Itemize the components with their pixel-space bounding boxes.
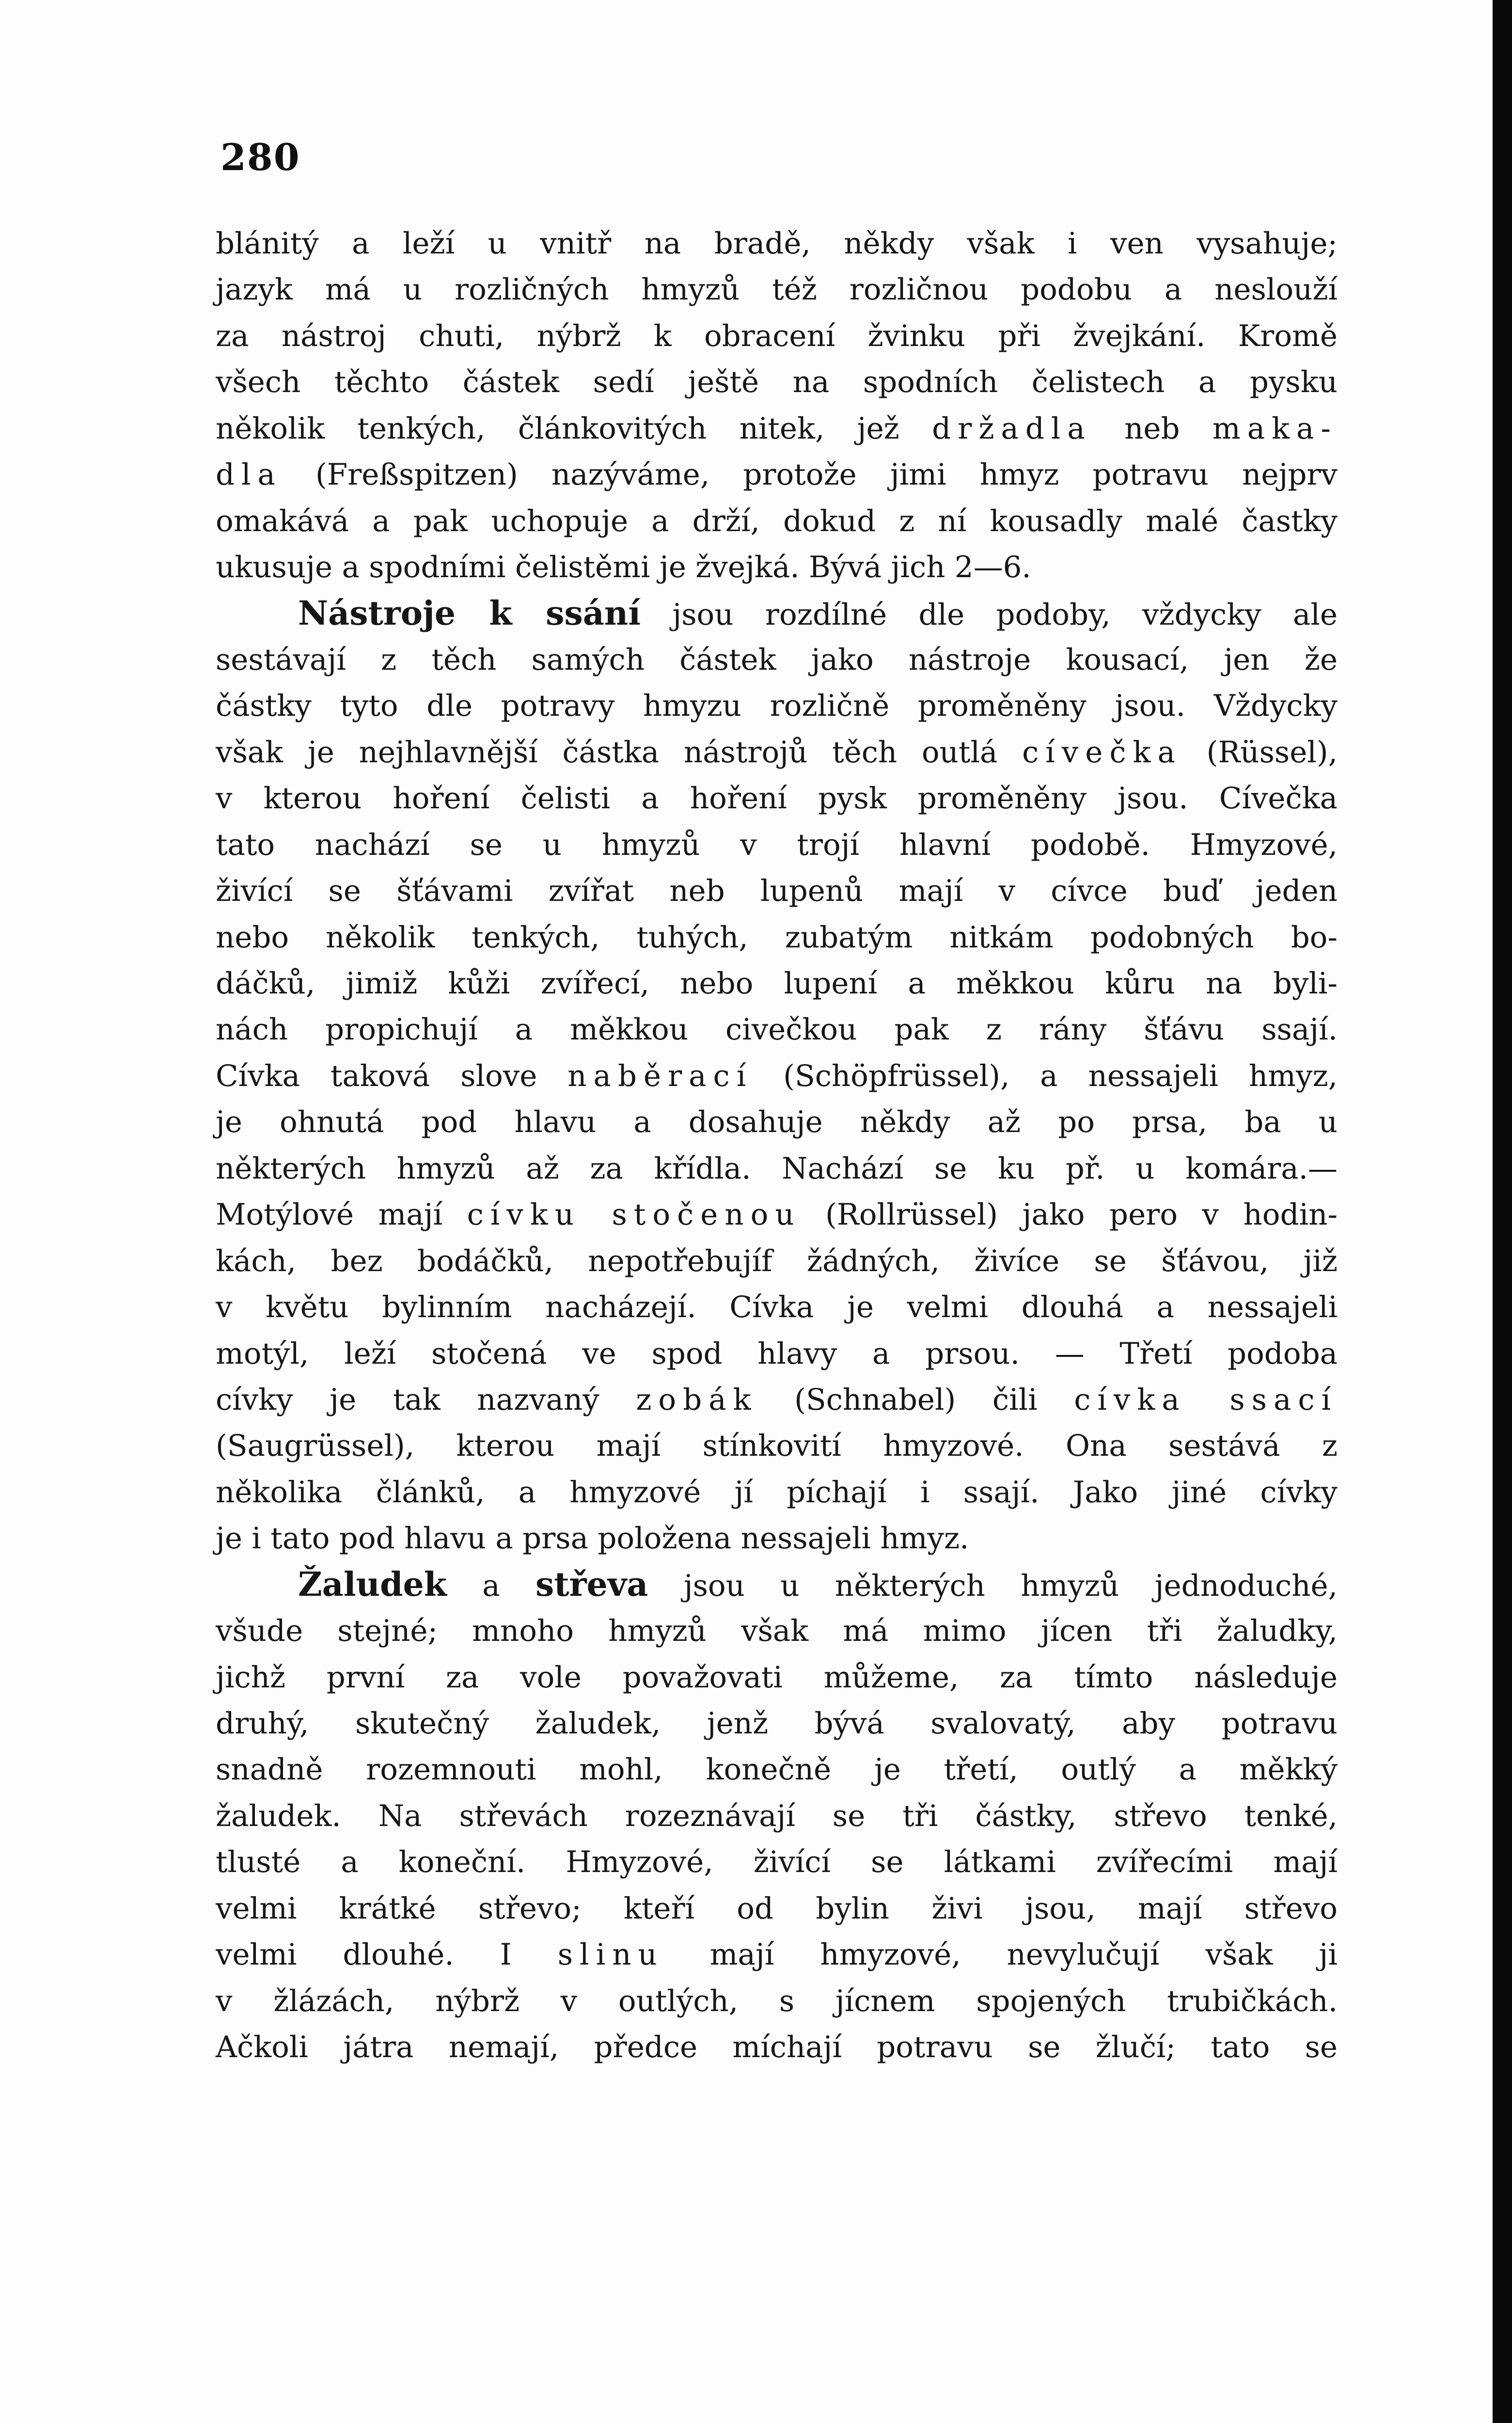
text-run: tlusté a koneční. Hmyzové, živící se látkami zvířecími mají bbox=[216, 1845, 1338, 1880]
text-line bbox=[216, 1886, 1338, 1932]
text-line bbox=[216, 359, 1338, 405]
text-run: (Schöpfrüssel), a nessajeli hmyz, bbox=[753, 1058, 1338, 1093]
text-run: Cívka taková slove bbox=[216, 1058, 568, 1093]
text-run: (Rollrüssel) jako pero v hodin- bbox=[801, 1197, 1338, 1232]
text-run: cívky je tak nazvaný bbox=[216, 1382, 636, 1417]
text-line bbox=[216, 1053, 1338, 1099]
text-line bbox=[216, 1562, 1338, 1608]
text-line bbox=[216, 1608, 1338, 1654]
text-line bbox=[216, 1654, 1338, 1700]
text-line bbox=[216, 406, 1338, 452]
text-run: kách, bez bodáčků, nepotřebujíf žádných, živíce se šťávou, již bbox=[216, 1243, 1338, 1278]
text-run: (Schnabel) čili bbox=[757, 1382, 1074, 1417]
spaced-term: dla bbox=[216, 457, 282, 492]
text-run: ukusuje a spodními čelistěmi je žvejká. Bývá jich 2—6. bbox=[216, 550, 1031, 585]
text-run: velmi dlouhé. I bbox=[216, 1937, 558, 1972]
text-line bbox=[216, 1192, 1338, 1238]
text-line bbox=[216, 1146, 1338, 1192]
spaced-term: cívka ssací bbox=[1074, 1382, 1338, 1417]
text-line bbox=[216, 220, 1338, 267]
text-line bbox=[216, 1284, 1338, 1330]
text-run: některých hmyzů až za křídla. Nachází se ku př. u komára.— bbox=[216, 1151, 1338, 1186]
text-run: živící se šťávami zvířat neb lupenů mají v cívce buď jeden bbox=[216, 874, 1338, 909]
bold-term: Žaludek bbox=[298, 1565, 447, 1604]
text-run: Ačkoli játra nemají, předce míchají potravu se žlučí; tato se bbox=[216, 2030, 1338, 2065]
text-line bbox=[216, 1007, 1338, 1053]
text-line bbox=[216, 1839, 1338, 1885]
text-line bbox=[216, 1377, 1338, 1423]
text-run: (Freßspitzen) nazýváme, protože jimi hmyz potravu nejprv bbox=[282, 457, 1338, 492]
text-run: všech těchto částek sedí ještě na spodních čelistech a pysku bbox=[216, 365, 1338, 400]
text-line bbox=[216, 637, 1338, 683]
spaced-term: zobák bbox=[636, 1382, 758, 1417]
text-run: blánitý a leží u vnitř na bradě, někdy však i ven vysahuje; bbox=[216, 226, 1338, 261]
text-run: částky tyto dle potravy hmyzu rozličně proměněny jsou. Vždycky bbox=[216, 689, 1338, 724]
text-run: všude stejné; mnoho hmyzů však má mimo jícen tři žaludky, bbox=[216, 1614, 1338, 1649]
text-line bbox=[216, 1331, 1338, 1377]
text-run: druhý, skutečný žaludek, jenž bývá svalovatý, aby potravu bbox=[216, 1706, 1338, 1741]
text-line bbox=[216, 1238, 1338, 1284]
text-line bbox=[216, 914, 1338, 960]
text-line bbox=[216, 452, 1338, 498]
text-line bbox=[216, 1469, 1338, 1515]
text-line bbox=[216, 267, 1338, 313]
text-run: nebo několik tenkých, tuhých, zubatým nitkám podobných bo- bbox=[216, 920, 1338, 955]
text-run: snadně rozemnouti mohl, konečně je třetí, outlý a měkký bbox=[216, 1752, 1338, 1787]
text-run: sestávají z těch samých částek jako nástroje kousací, jen že bbox=[216, 642, 1338, 677]
text-run: nách propichují a měkkou civečkou pak z rány šťávu ssají. bbox=[216, 1012, 1338, 1047]
text-line bbox=[216, 313, 1338, 359]
bold-term: střeva bbox=[535, 1565, 648, 1604]
text-run: velmi krátké střevo; kteří od bylin živi jsou, mají střevo bbox=[216, 1891, 1338, 1926]
text-line bbox=[216, 1978, 1338, 2024]
text-run: dáčků, jimiž kůži zvířecí, nebo lupení a měkkou kůru na byli- bbox=[216, 966, 1338, 1001]
spaced-term: maka- bbox=[1212, 411, 1338, 446]
text-run: však je nejhlavnější částka nástrojů těch outlá bbox=[216, 735, 1023, 770]
text-line bbox=[216, 1700, 1338, 1746]
text-line bbox=[216, 1099, 1338, 1145]
text-line bbox=[216, 960, 1338, 1007]
spaced-term: držadla bbox=[932, 411, 1092, 446]
bold-term: Nástroje k ssání bbox=[298, 594, 641, 633]
text-run: jichž první za vole považovati můžeme, za tímto následuje bbox=[216, 1660, 1338, 1695]
spaced-term: cívku stočenou bbox=[467, 1197, 801, 1232]
text-run: v kterou hoření čelisti a hoření pysk proměněny jsou. Cívečka bbox=[216, 781, 1338, 816]
text-line bbox=[216, 1932, 1338, 1978]
text-run: je ohnutá pod hlavu a dosahuje někdy až po prsa, ba u bbox=[216, 1105, 1338, 1140]
text-run: v žlázách, nýbrž v outlých, s jícnem spojených trubičkách. bbox=[216, 1983, 1338, 2018]
text-line bbox=[216, 544, 1338, 590]
text-run: několik tenkých, článkovitých nitek, jež bbox=[216, 411, 932, 446]
text-line bbox=[216, 498, 1338, 544]
spaced-term: naběrací bbox=[567, 1058, 753, 1093]
text-run: je i tato pod hlavu a prsa položena nessajeli hmyz. bbox=[216, 1521, 969, 1556]
text-line bbox=[216, 868, 1338, 914]
text-line bbox=[216, 1423, 1338, 1469]
text-run: žaludek. Na střevách rozeznávají se tři částky, střevo tenké, bbox=[216, 1798, 1338, 1833]
text-line bbox=[216, 1515, 1338, 1561]
text-run: neb bbox=[1091, 411, 1213, 446]
text-run: jsou rozdílné dle podoby, vždycky ale bbox=[641, 597, 1338, 632]
text-line bbox=[216, 729, 1338, 775]
text-line bbox=[216, 591, 1338, 637]
text-line bbox=[216, 1746, 1338, 1793]
text-run: (Saugrüssel), kterou mají stínkovití hmyzové. Ona sestává z bbox=[216, 1429, 1338, 1463]
body-text bbox=[216, 220, 1338, 2071]
text-run: v květu bylinním nacházejí. Cívka je velmi dlouhá a nessajeli bbox=[216, 1290, 1338, 1325]
text-run: (Rüssel), bbox=[1181, 735, 1338, 770]
text-run: Motýlové mají bbox=[216, 1197, 467, 1232]
text-line bbox=[216, 822, 1338, 868]
text-run: několika článků, a hmyzové jí píchají i ssají. Jako jiné cívky bbox=[216, 1475, 1338, 1510]
spaced-term: cívečka bbox=[1022, 735, 1182, 770]
text-run: mají hmyzové, nevylučují však ji bbox=[663, 1937, 1338, 1972]
text-run: za nástroj chuti, nýbrž k obracení žvinku při žvejkání. Kromě bbox=[216, 318, 1338, 353]
text-run: omakává a pak uchopuje a drží, dokud z ní kousadly malé častky bbox=[216, 503, 1338, 538]
text-line bbox=[216, 1793, 1338, 1839]
text-run: motýl, leží stočená ve spod hlavy a prsou. — Třetí podoba bbox=[216, 1336, 1338, 1371]
text-line bbox=[216, 683, 1338, 729]
text-run: tato nachází se u hmyzů v trojí hlavní podobě. Hmyzové, bbox=[216, 827, 1338, 862]
text-run: jazyk má u rozličných hmyzů též rozličnou podobu a neslouží bbox=[216, 272, 1338, 307]
page-number: 280 bbox=[220, 136, 300, 179]
text-line bbox=[216, 775, 1338, 821]
text-line bbox=[216, 2024, 1338, 2070]
spaced-term: slinu bbox=[557, 1937, 664, 1972]
text-run: jsou u některých hmyzů jednoduché, bbox=[648, 1568, 1338, 1603]
text-run: a bbox=[446, 1568, 536, 1603]
